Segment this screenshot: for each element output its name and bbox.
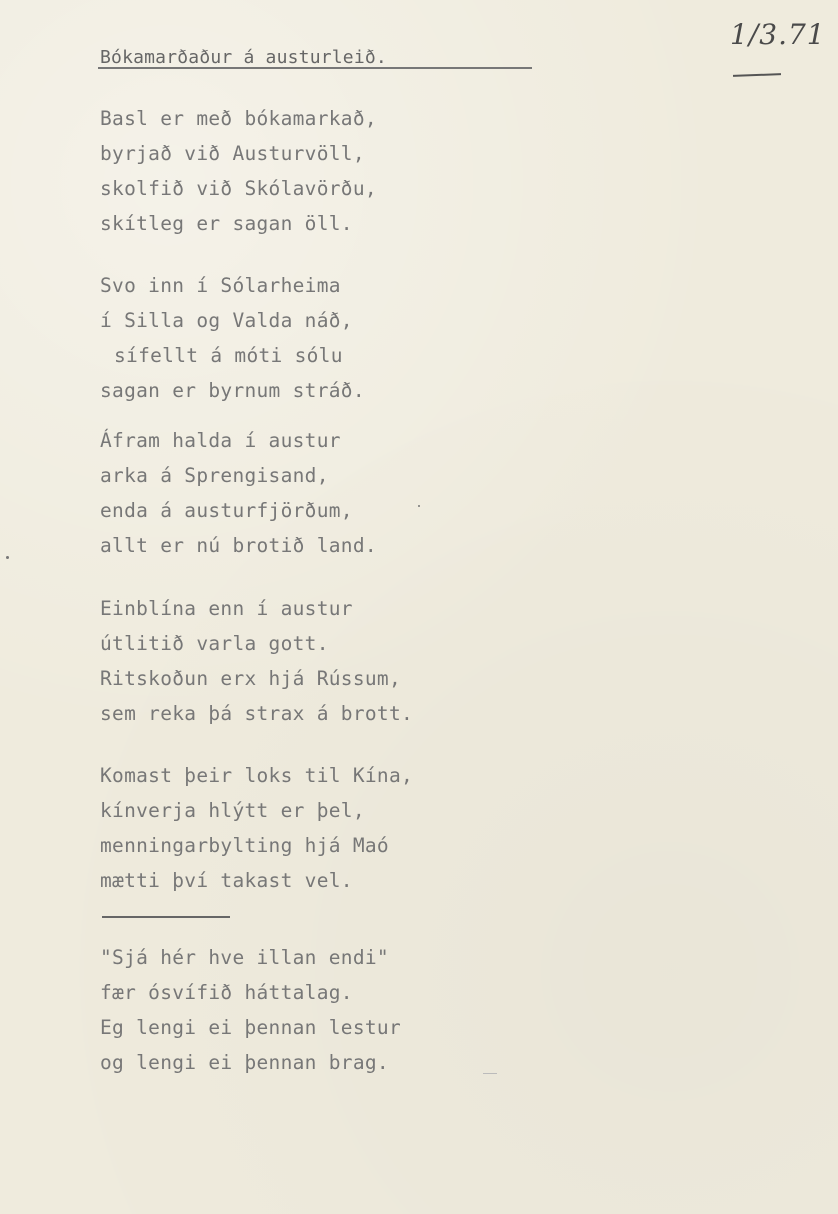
stanza-line: byrjað við Austurvöll, — [100, 142, 365, 165]
stanza-line: skolfið við Skólavörðu, — [100, 177, 377, 200]
paper-speck — [418, 505, 420, 507]
stanza-3 — [100, 423, 377, 563]
stanza-line: kínverja hlýtt er þel, — [100, 799, 365, 822]
section-divider — [102, 916, 230, 918]
stanza-line: Basl er með bókamarkað, — [100, 107, 377, 130]
stanza-line: Svo inn í Sólarheima — [100, 274, 341, 297]
stanza-line: Eg lengi ei þennan lestur — [100, 1016, 401, 1039]
stanza-line: Áfram halda í austur — [100, 429, 341, 452]
stanza-line: sagan er byrnum stráð. — [100, 379, 365, 402]
stanza-line: enda á austurfjörðum, — [100, 499, 353, 522]
paper-speck — [6, 556, 9, 559]
stanza-line: sífellt á móti sólu — [114, 344, 343, 367]
stanza-line: arka á Sprengisand, — [100, 464, 329, 487]
poem-title: Bókamarðaður á austurleið. — [100, 47, 387, 68]
stanza-line: menningarbylting hjá Maó — [100, 834, 389, 857]
handwritten-date: 1/3.71 — [730, 18, 826, 51]
stanza-line: Komast þeir loks til Kína, — [100, 764, 414, 787]
stanza-4 — [100, 591, 413, 731]
stanza-line: Einblína enn í austur — [100, 597, 353, 620]
stanza-line: "Sjá hér hve illan endi" — [100, 946, 389, 969]
stanza-5 — [100, 758, 413, 898]
title-underline — [98, 67, 532, 69]
date-underline — [733, 73, 781, 77]
stanza-line: og lengi ei þennan brag. — [100, 1051, 389, 1074]
paper-mark — [483, 1073, 497, 1074]
stanza-line: allt er nú brotið land. — [100, 534, 377, 557]
stanza-line: skítleg er sagan öll. — [100, 212, 353, 235]
stanza-line: fær ósvífið háttalag. — [100, 981, 353, 1004]
stanza-line: í Silla og Valda náð, — [100, 309, 353, 332]
stanza-line: sem reka þá strax á brott. — [100, 702, 414, 725]
stanza-line: útlitið varla gott. — [100, 632, 329, 655]
stanza-line: mætti því takast vel. — [100, 869, 353, 892]
stanza-6 — [100, 940, 401, 1080]
stanza-2 — [100, 268, 365, 408]
stanza-line: Ritskoðun erx hjá Rússum, — [100, 667, 401, 690]
stanza-1 — [100, 101, 377, 241]
